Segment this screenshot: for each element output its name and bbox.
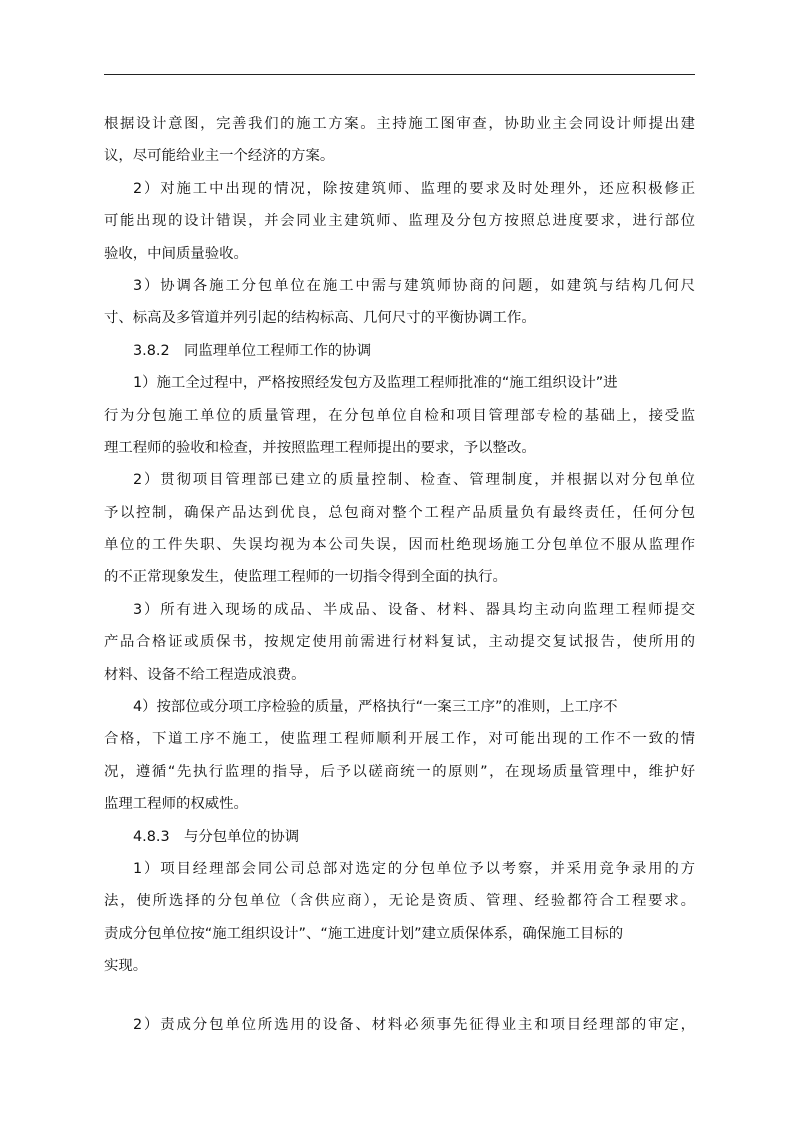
text-line: 议，尽可能给业主一个经济的方案。 [104, 148, 335, 165]
text-line: 产品合格证或质保书，按规定使用前需进行材料复试，主动提交复试报告，使所用的 [104, 634, 695, 651]
text-line: 的不正常现象发生，使监理工程师的一切指令得到全面的执行。 [104, 569, 507, 586]
text-line: 材料、设备不给工程造成浪费。 [104, 666, 306, 683]
text-line: 可能出现的设计错误，并会同业主建筑师、监理及分包方按照总进度要求，进行部位 [104, 213, 695, 230]
text-line: 单位的工件失职、失误均视为本公司失误，因而杜绝现场施工分包单位不服从监理作 [104, 537, 695, 554]
text-line: 1）项目经理部会同公司总部对选定的分包单位予以考察，并采用竞争录用的方 [133, 860, 695, 877]
text-line: 监理工程师的权威性。 [104, 796, 248, 813]
text-line: 根据设计意图，完善我们的施工方案。主持施工图审查，协助业主会同设计师提出建 [104, 116, 695, 132]
text-line: 验收，中间质量验收。 [104, 245, 248, 262]
text-line: 行为分包施工单位的质量管理，在分包单位自检和项目管理部专检的基础上，接受监 [104, 407, 695, 424]
document-body [104, 108, 695, 1041]
text-line: 责成分包单位按“施工组织设计”、“施工进度计划”建立质保体系，确保施工目标的 [104, 925, 624, 942]
text-line: 2）责成分包单位所选用的设备、材料必须事先征得业主和项目经理部的审定， [133, 1016, 695, 1033]
text-line: 4.8.3 与分包单位的协调 [133, 828, 300, 845]
text-line: 实现。 [104, 958, 148, 975]
text-line: 2）对施工中出现的情况，除按建筑师、监理的要求及时处理外，还应积极修正 [133, 180, 695, 197]
text-line: 况，遵循“先执行监理的指导，后予以磋商统一的原则”，在现场质量管理中，维护好 [104, 763, 695, 780]
text-line: 1）施工全过程中，严格按照经发包方及监理工程师批准的“施工组织设计”进 [133, 375, 618, 392]
text-line: 3）协调各施工分包单位在施工中需与建筑师协商的问题，如建筑与结构几何尺 [133, 277, 695, 294]
text-line: 寸、标高及多管道并列引起的结构标高、几何尺寸的平衡协调工作。 [104, 310, 536, 327]
text-line: 2）贯彻项目管理部已建立的质量控制、检查、管理制度，并根据以对分包单位 [133, 472, 695, 489]
text-line: 合格，下道工序不施工，使监理工程师顺利开展工作，对可能出现的工作不一致的情 [104, 731, 695, 748]
text-line: 予以控制，确保产品达到优良，总包商对整个工程产品质量负有最终责任，任何分包 [104, 504, 695, 521]
text-line: 法，使所选择的分包单位（含供应商），无论是资质、管理、经验都符合工程要求。 [104, 893, 695, 910]
text-line: 理工程师的验收和检查，并按照监理工程师提出的要求，予以整改。 [104, 439, 536, 456]
text-line: 3）所有进入现场的成品、半成品、设备、材料、器具均主动向监理工程师提交 [133, 601, 695, 618]
text-line: 4）按部位或分项工序检验的质量，严格执行“一案三工序”的准则，上工序不 [133, 699, 618, 716]
text-line: 3.8.2 同监理单位工程师工作的协调 [133, 342, 372, 359]
header-rule [104, 74, 695, 75]
